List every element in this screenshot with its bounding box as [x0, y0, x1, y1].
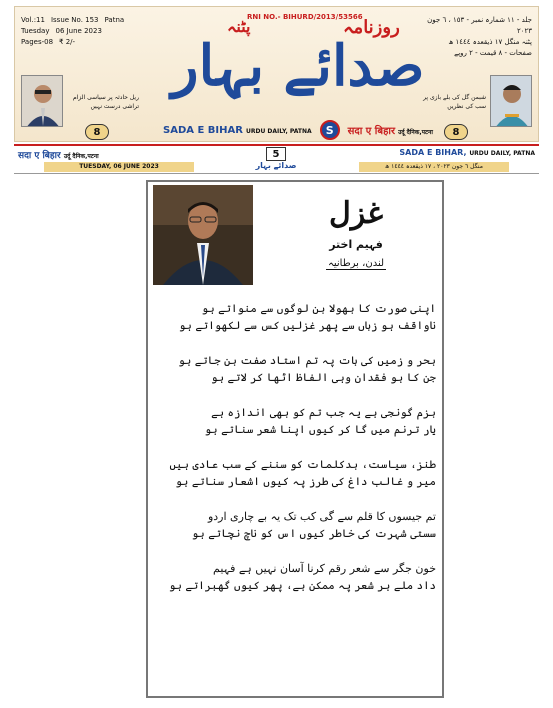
runhead-date: TUESDAY, 06 JUNE 2023 — [44, 162, 194, 172]
banner-english-sub: URDU DAILY, PATNA — [245, 127, 312, 135]
roznama-label: روزنامہ — [343, 17, 400, 38]
runhead-mini-title: صدائے بہار — [255, 161, 297, 170]
banner-hindi-sub: उर्दू दैनिक,पटना — [398, 129, 433, 136]
meta-right-line: صفحات - ٨ قیمت - ٢ روپے — [454, 49, 532, 57]
sada-logo-icon: S — [320, 120, 340, 140]
masthead — [14, 6, 539, 142]
banner-english — [163, 125, 312, 136]
banner-hindi — [348, 123, 433, 137]
ghazal-article — [146, 180, 444, 698]
volume: Vol.:11 — [21, 16, 45, 24]
banner-hindi-name: सदा ए बिहार — [347, 126, 396, 137]
verse-line: خون جگر سے شعر رقم کرنا آسان نہیں ہے فہیم — [213, 562, 436, 575]
couplet — [156, 560, 436, 594]
photo-left — [21, 75, 63, 127]
verse-line: بحر و زمیں کی بات پہ تم استاد صفت بن جاتے ہو — [178, 354, 436, 367]
poet-name: فہیم اختر — [329, 238, 383, 251]
couplets — [156, 300, 436, 612]
runhead-urdu-date: منگل ٦ جون ٢٠٢٣ ، ١٧ ذیقعدہ ١٤٤٤ ھ — [359, 162, 509, 172]
runhead-right: SADA E BIHAR, URDU DAILY, PATNA — [399, 148, 535, 157]
headline-right: شبمن گل کی بلے بازی پر سب کی نظریں — [423, 94, 486, 110]
couplet — [156, 404, 436, 438]
meta-right-line: جلد - ١١ شمارہ نمبر - ١٥٣ ، ٦ جون ٢٠٢٣ — [427, 16, 532, 35]
price: ₹ 2/- — [59, 38, 76, 46]
runhead-left — [18, 148, 99, 161]
verse-line: تم جیسوں کا قلم سے گی کب تک یہ بے چاری اردو — [207, 510, 436, 523]
verse-line: اپنی صورت کا بھولا بن لوگوں سے منواتے ہو — [201, 302, 436, 315]
article-title: غزل — [328, 196, 384, 231]
patna-label: پٹنہ — [227, 17, 251, 36]
runhead-left-sub: उर्दू दैनिक,पटना — [63, 153, 99, 160]
couplet — [156, 508, 436, 542]
runhead-left-name: सदा ए बिहार — [18, 151, 61, 161]
author-photo — [153, 185, 253, 285]
page-count: Pages-08 — [21, 38, 54, 46]
runhead-right-name: SADA E BIHAR — [399, 148, 464, 157]
couplet — [156, 300, 436, 334]
page-number: 5 — [266, 147, 286, 161]
poet-location-text: لندن، برطانیہ — [327, 258, 385, 269]
page-badge-left: 8 — [85, 124, 109, 140]
verse-line: داد ملے ہر شعر پہ ممکن ہے، پھر کیوں گھبراتے ہو — [169, 579, 436, 592]
rni-number: RNI NO.- BIHURD/2013/53566 — [247, 13, 363, 21]
verse-line: میر و غالب داغ کی طرز پہ کیوں اشعار سناتے ہو — [175, 475, 436, 488]
issue-number: Issue No. 153 — [50, 16, 99, 24]
weekday: Tuesday — [21, 27, 50, 35]
banner-english-name: SADA E BIHAR — [163, 124, 243, 136]
running-head — [14, 144, 539, 174]
masthead-meta-left — [21, 15, 131, 48]
city: Patna — [104, 16, 125, 24]
runhead-right-sub: URDU DAILY, PATNA — [469, 150, 535, 157]
verse-line: بزم گونجی ہے یہ جب تم کو بھی اندازہ ہے — [211, 406, 436, 419]
couplet — [156, 352, 436, 386]
headline-left: ریل حادثہ پر سیاسی الزام تراشی درست نہیں — [73, 94, 139, 110]
meta-right-line: پٹنہ منگل ١٧ ذیقعدہ ١٤٤٤ ھ — [448, 38, 532, 46]
poet-location — [276, 258, 436, 269]
issue-date: 06 June 2023 — [55, 27, 102, 35]
verse-line: ناواقف ہو زباں سے پھر غزلیں کس سے لکھواتے ہو — [178, 319, 436, 332]
verse-line: یار ترنم میں گا کر کیوں اپنا شعر سناتے ہو — [204, 423, 436, 436]
couplet — [156, 456, 436, 490]
newspaper-title: صدائے بہار — [171, 33, 425, 99]
verse-line: طنز، سیاست، بدکلمات کو سننے کے سب عادی ہیں — [169, 458, 436, 471]
title-banner — [143, 119, 453, 141]
verse-line: سستی شہرت کی خاطر کیوں اس کو ناچ نچاتے ہو — [191, 527, 436, 540]
page-badge-right: 8 — [444, 124, 468, 140]
verse-line: جن کا ہو فقدان وہی الفاظ اٹھا کر لاتے ہو — [211, 371, 436, 384]
photo-right — [490, 75, 532, 127]
